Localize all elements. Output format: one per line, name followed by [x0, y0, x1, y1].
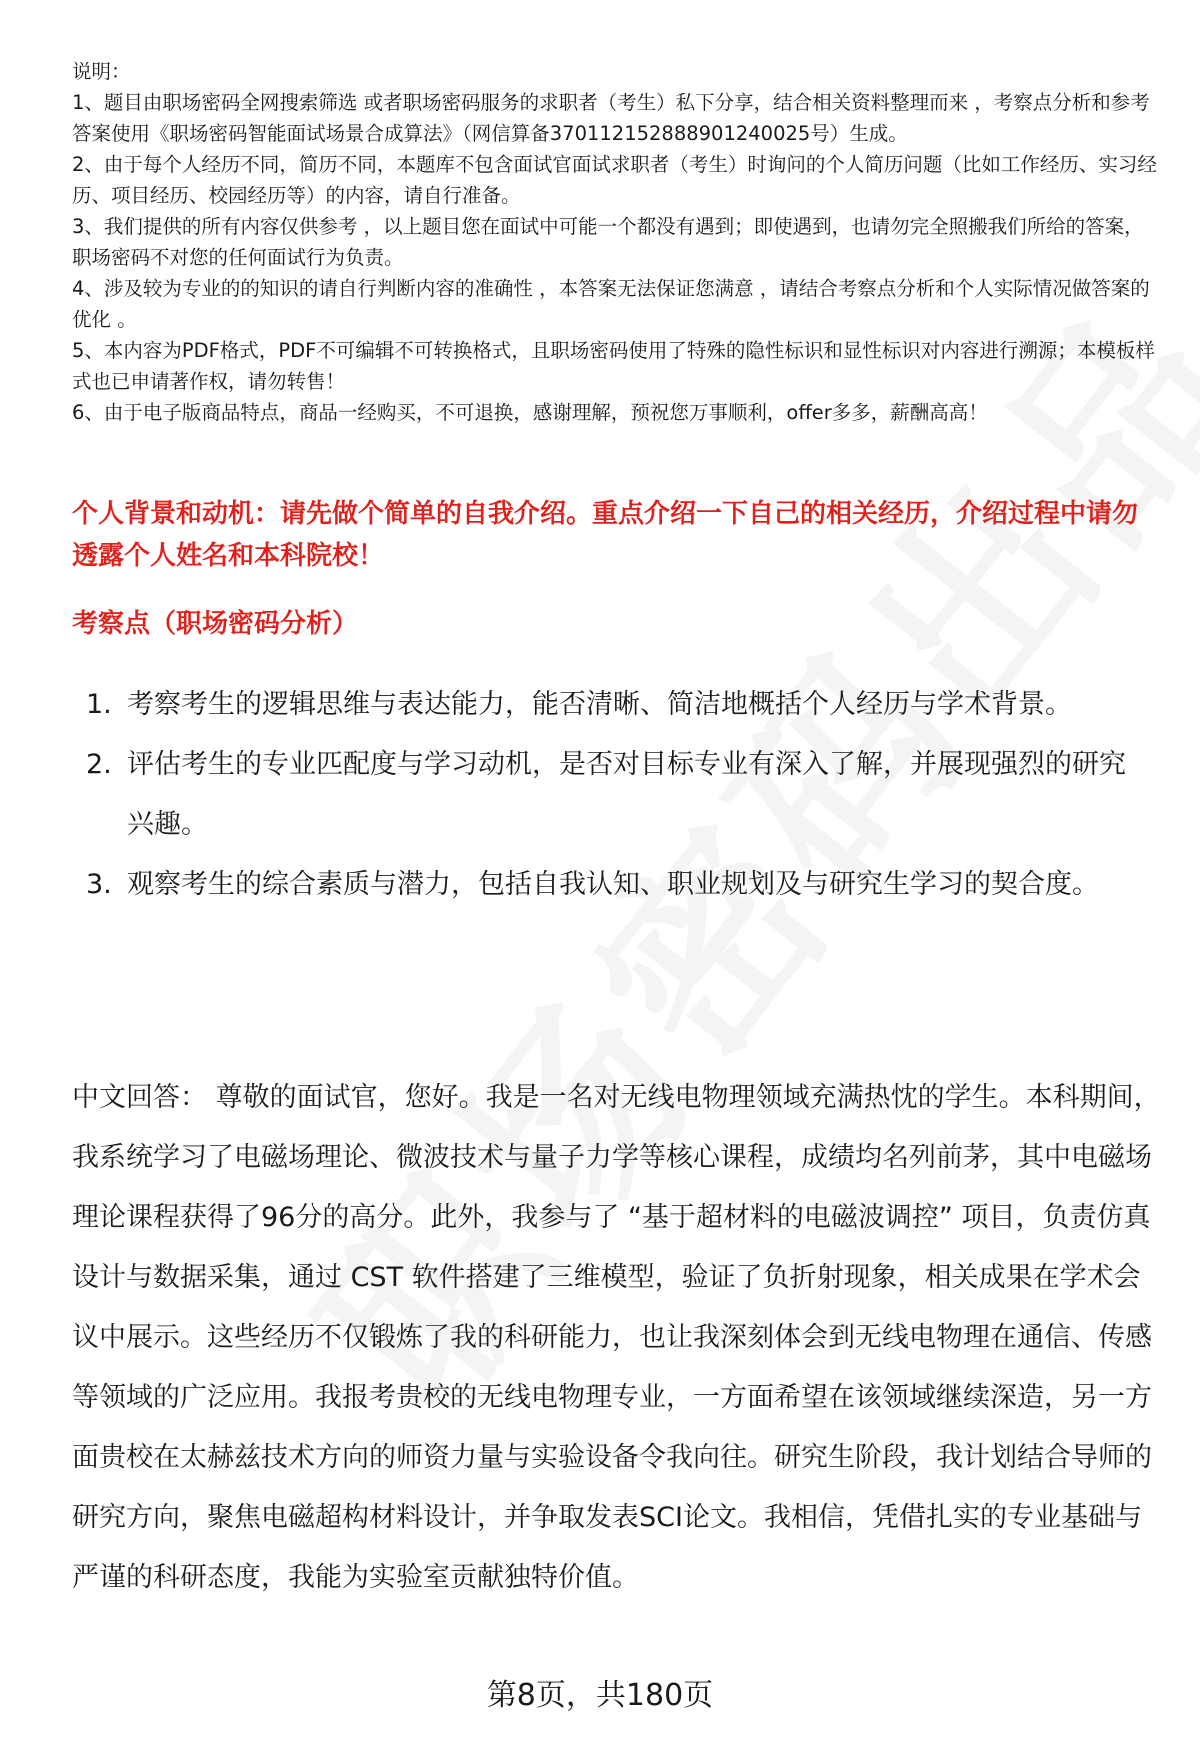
note-item: 5、本内容为PDF格式，PDF不可编辑不可转换格式，且职场密码使用了特殊的隐性标识和显性标识对内容进行溯源；本模板样式也已申请著作权，请勿转售！: [72, 339, 1155, 393]
analysis-point: [72, 675, 1152, 735]
point-number: 2.: [86, 749, 112, 780]
analysis-points: [72, 675, 1152, 915]
point-text: 考察考生的逻辑思维与表达能力，能否清晰、简洁地概括个人经历与学术背景。: [127, 689, 1072, 720]
disclaimer-notes: [72, 56, 1157, 428]
note-item: 2、由于每个人经历不同，简历不同，本题库不包含面试官面试求职者（考生）时询问的个人简历问题（比如工作经历、实习经历、项目经历、校园经历等）的内容，请自行准备。: [72, 153, 1157, 207]
point-text: 评估考生的专业匹配度与学习动机，是否对目标专业有深入了解，并展现强烈的研究兴趣。: [127, 749, 1126, 840]
analysis-point: [72, 855, 1152, 915]
note-item: 6、由于电子版商品特点，商品一经购买，不可退换，感谢理解，预祝您万事顺利，offer多多，薪酬高高！: [72, 401, 988, 424]
analysis-point: [72, 735, 1152, 855]
point-number: 3.: [86, 869, 112, 900]
notes-heading: 说明：: [72, 60, 131, 83]
note-item: 1、题目由职场密码全网搜索筛选 或者职场密码服务的求职者（考生）私下分享，结合相关资料整理而来 ，考察点分析和参考答案使用《职场密码智能面试场景合成算法》（网信算备370112152888901240025号）生成。: [72, 91, 1150, 145]
point-text: 观察考生的综合素质与潜力，包括自我认知、职业规划及与研究生学习的契合度。: [127, 869, 1099, 900]
page-number: 第8页，共180页: [486, 1678, 714, 1713]
answer-paragraph: 中文回答： 尊敬的面试官，您好。我是一名对无线电物理领域充满热忱的学生。本科期间，我系统学习了电磁场理论、微波技术与量子力学等核心课程，成绩均名列前茅，其中电磁场理论课程获得了96分的高分。此外，我参与了 “基于超材料的电磁波调控” 项目，负责仿真设计与数据采集，通过 CST 软件搭建了三维模型，验证了负折射现象，相关成果在学术会议中展示。这些经历不仅锻炼了我的科研能力，也让我深刻体会到无线电物理在通信、传感等领域的广泛应用。我报考贵校的无线电物理专业，一方面希望在该领域继续深造，另一方面贵校在太赫兹技术方向的师资力量与实验设备令我向往。研究生阶段，我计划结合导师的研究方向，聚焦电磁超构材料设计，并争取发表SCI论文。我相信，凭借扎实的专业基础与严谨的科研态度，我能为实验室贡献独特价值。: [72, 1082, 1161, 1593]
note-item: 3、我们提供的所有内容仅供参考 ，以上题目您在面试中可能一个都没有遇到；即使遇到，也请勿完全照搬我们所给的答案，职场密码不对您的任何面试行为负责。: [72, 215, 1144, 269]
note-item: 4、涉及较为专业的的知识的请自行判断内容的准确性 ，本答案无法保证您满意 ，请结合考察点分析和个人实际情况做答案的优化 。: [72, 277, 1150, 331]
interview-question: 个人背景和动机：请先做个简单的自我介绍。重点介绍一下自己的相关经历，介绍过程中请勿透露个人姓名和本科院校！: [72, 499, 1139, 571]
analysis-title: 考察点（职场密码分析）: [72, 609, 359, 639]
point-number: 1.: [86, 689, 112, 720]
